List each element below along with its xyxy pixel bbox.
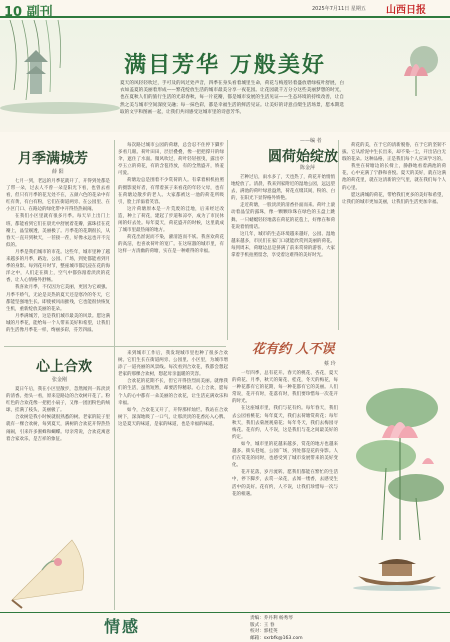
article-body: 一年四季，总有花开。春天的桃花、杏花，夏天的荷花、月季，秋天的菊花、桂花，冬天的梅花，每一种花都有它的花期，每一种花都有它的美丽。人们常说，花开有时，花落有时，我们要珍惜每一次花开的时光。 在这座城市里，我们与花有约。每年春天，我们去公园看桃花；每年夏天，我们去荷塘赏荷花；每年秋天，我们去菊展观菊花；每年冬天，我们去梅园寻梅花。花有约，人不误，这是我们与花之间最美好的约定。 如今，城市里的花越来越多，赏花的地方也越来越多。街头巷尾，公园广场，到处都是花的身影。人们在赏花的同时，也感受到了城市发展带来的美好变化。 花开花落，岁月流转。愿我们都能在繁忙的生活中，停下脚步，去赏一朵花，去闻一缕香，去感受生活中的美好。花有约，人不误，让我们珍惜每一次与花的相遇。 (232, 371, 338, 497)
feature-title: 满目芳华 万般美好 (124, 52, 326, 78)
column-divider (114, 140, 115, 610)
article-author: 张金刚 (52, 377, 68, 383)
column-divider (338, 140, 339, 330)
article-title: 花有约 人不误 (252, 342, 335, 357)
feature-banner (0, 20, 450, 144)
article-author: 蔡 玲 (324, 361, 336, 367)
section-tag: 情感 (104, 617, 141, 636)
page-header (0, 0, 450, 18)
article-body: 来到城市工作后，我发现城市里也种了很多合欢树。它们生长在街道两旁、公园里、小区里，为城市增添了一道亮丽的风景线。每次看到合欢花，我都会想起老家的那棵合欢树，想起母亲温暖的笑容。 合欢花的花期不长，但它开得热烈而美丽。就像我们的生活，虽然短暂，却要活得精彩。心上合欢，愿每个人的心中都有一朵美丽的合欢花，让生活充满欢乐和幸福。 如今，合欢花又开了，开得那样灿烂。我站在合欢树下，深深地吸了一口气，让那淡淡的花香沁入心脾。这是夏天的味道，是家的味道，也是幸福的味道。 (118, 351, 228, 427)
article-body: 夏日午后，我在小区里散步，忽然闻到一阵淡淡的清香。抬头一看，原来是路边的合欢树开花了。粉红色的合欢花像一把把小扇子，又像一团团粉色的绒球，挂满了枝头，美丽极了。 合欢树是我小时候就很熟悉的树。老家的院子里就有一棵合欢树，每到夏天，满树的合欢花开得热热闹闹，引来许多蜜蜂和蝴蝶。母亲常说，合欢花寓意着合家欢乐，是吉祥的象征。 (6, 387, 110, 442)
page-footer (0, 612, 450, 640)
boat-illustration (352, 552, 442, 592)
article-title: 圆荷始绽放 (268, 149, 338, 165)
feature-intro: 夏天的风轻轻吹过，手可及的风过处声音，四季在身头看着城里生命，荷花与梅莲轻着盛放碧绿枝叶舒展，白衣如盖夏的美丽着形成——繁花绽放生活的城市最美分享一夜花园。让花园就千万分分这些美丽梦想的时光，也在夏秋人们的旅行生活的光彩春秋，每一片花瓣，都是城市发展的生活见证——生态环境的持续改善，让自然之美与城市空间深度交融；每一抹色彩，都是幸福生活的鲜活见证。让美好的诗意点缀生活场景，愿本期选取的文字和图画一起，让我们共同感受这城市里的诗意芳华。 (120, 81, 344, 115)
editor-signoff: ——编 者 (300, 138, 322, 144)
editor-info: 责编：乔丹利 杨秀琴 版式：王 春 校对：郭桂英 邮箱：sxrbfk@163.com (250, 616, 303, 641)
article-title: 月季满城芳 (18, 151, 88, 167)
column-divider (227, 140, 228, 340)
article-author: 薛 阳 (52, 169, 64, 175)
section-divider (4, 346, 226, 347)
article-body: 每次路过城市公园的荷塘，总会忍不住停下脚步多看几眼。荷叶田田，层层叠叠，像一把把撑开的绿伞，遮住了水面。微风吹过，荷叶轻轻摇曳，露出亭亭玉立的荷花，有的含苞待放，有的全然盛开，娇羞可爱。 荷塘边总是围着不少赏荷的人。有拿着相机拍照的摄影爱好者，有带着孩子来看花的年轻父母，也有在荷塘边散步的老人。大家都被这一池的荷花所吸引，脸上洋溢着笑容。 这片荷塘原本是一片荒废的洼地，后来经过改造，种上了荷花，建起了步道和凉亭，成为了市民休闲的好去处。每年夏天，荷花盛开的时候，这里就成了城市里最热闹的地方。 荷花出淤泥而不染，濯清涟而不妖。我喜欢荷花的高洁，也喜欢荷叶的宽广。在这喧嚣的城市里，有这样一方清幽的荷塘，实在是一种难得的幸福。 (118, 143, 224, 255)
lotus-illustration (342, 368, 450, 540)
newspaper-masthead: 山西日报 (386, 5, 426, 16)
article-body: 芒种过后，雨水多了，天也热了，荷花开始悄悄地绽放了。清晨，我来到家附近的湿地公园，远远望去，满池的荷叶绿意盎然，荷花点缀其间，粉的、白的，在阳光下显得格外娇艳。 走近荷塘，一股淡淡的清香扑面而来。荷叶上滚动着晶莹的露珠，像一颗颗珍珠在绿色的玉盘上跳舞。一只蜻蜓轻轻地落在荷花的花苞上，好像在和荷花说着悄悄话。 这几年，城市的生态环境越来越好，公园、湿地越来越多，市民们在家门口就能欣赏到美丽的荷花。每到周末，荷塘边总是挤满了前来赏荷的游客，大家拿着手机拍照留念，享受着这难得的美好时光。 (231, 175, 335, 259)
page-number-section: 10 副刊 (4, 5, 53, 20)
article-title: 心上合欢 (36, 359, 92, 375)
article-body: 荷花的美，在于它的清新脱俗，在于它的坚韧不拔。它从淤泥中生长出来，却不染一尘，开出洁白无瑕的花朵。这种品格，正是我们每个人应该学习的。 我坐在荷塘边的长椅上，静静地看着满池的荷花，心中充满了宁静和喜悦。夏天的美好，就在这满池的荷花里，就在这清新的空气里，就在我们每个人的心里。 愿这满城的荷花，带给我们更多的美好和希望，让我们的城市更加美丽，让我们的生活更加幸福。 (342, 143, 446, 205)
fan-illustration (2, 520, 92, 610)
article-author: 陈金萍 (300, 165, 316, 171)
article-body: 七月一到，老远的月季花就开了，开得到处都是了带一朵，过去人不曾一朵是阳光下看，也曾去看看，但只有月季的花无处不在，五颜六色的花朵中有红有黄，有白有粉，它们在街道两旁、在公园里、在小区门口、在路边的绿化带中开得热热闹闹。 在我们小区里就有很多月季。每天早上出门上班，都能看到它们在晨光中舒展着花瓣，露珠挂在花瓣上，晶莹剔透，美丽极了。月季花的花期很长，从春天一直开到秋天，一茬接一茬，好像永远也开不完似的。 月季是我们城市的市花。这些年，城市里种了越来越多的月季，路边、公园、广场，到处都能看到月季的身影。每到花开时节，整座城市都沉浸在花的海洋之中，人们走在街上，空气中都弥漫着淡淡的花香，让人心情格外舒畅。 我喜欢月季，不仅因为它美丽，更因为它顽强。月季不娇气，无论是炎热的夏天还是寒冷的冬天，它都能坚强地生长。即使被风雨摧残，它也能很快恢复生机，重新绽放美丽的花朵。 月季满城芳，这是我们城市最美的风景。愿这满城的月季花，能给每一个人带来美好和希望，让我们的生活像月季花一样，绚丽多彩，芬芳四溢。 (6, 179, 110, 333)
issue-date: 2025年7月11日 星期五 (312, 6, 366, 12)
